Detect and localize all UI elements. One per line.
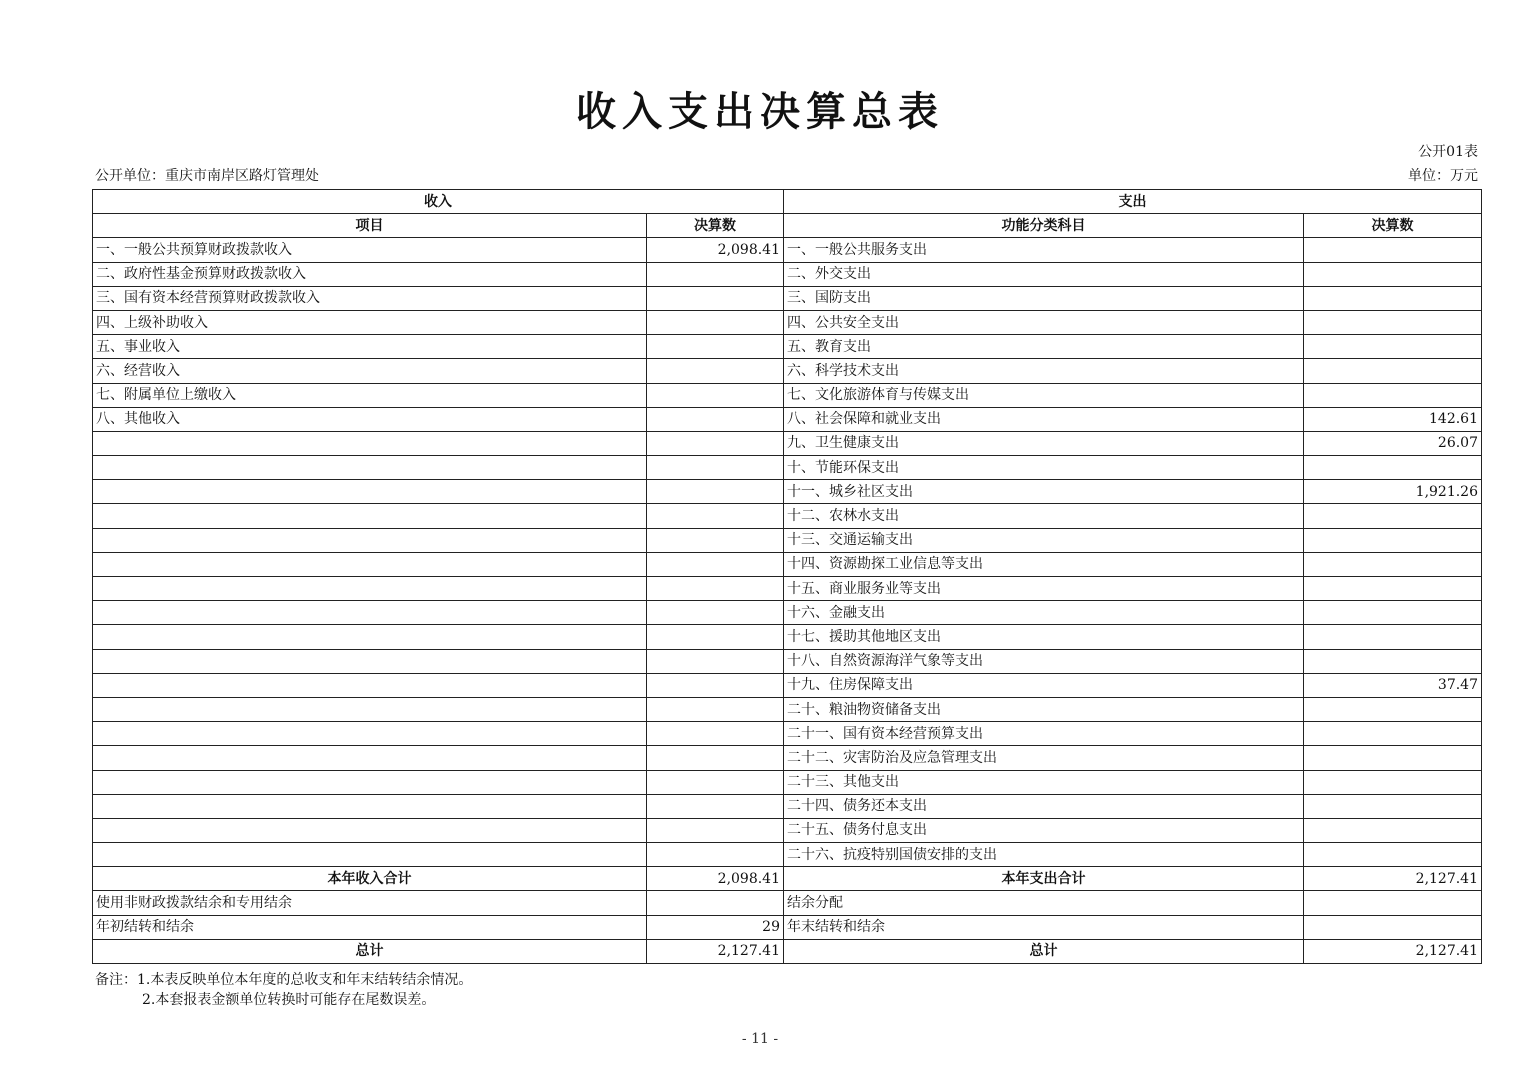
income-amount (647, 818, 784, 842)
income-amount (647, 770, 784, 794)
income-item: 三、国有资本经营预算财政拨款收入 (93, 286, 647, 310)
expense-item: 二十六、抗疫特别国债安排的支出 (784, 843, 1304, 867)
expense-amount: 37.47 (1304, 673, 1482, 697)
table-row (93, 552, 1482, 576)
reporting-unit: 公开单位：重庆市南岸区路灯管理处 (95, 168, 319, 184)
income-amount (647, 722, 784, 746)
expense-amount (1304, 601, 1482, 625)
income-amount (647, 673, 784, 697)
expense-item: 三、国防支出 (784, 286, 1304, 310)
expense-amount (1304, 383, 1482, 407)
table-row (93, 577, 1482, 601)
income-amount-column-header: 决算数 (647, 214, 784, 238)
expense-total-amount: 2,127.41 (1304, 939, 1482, 963)
expense-item: 十九、住房保障支出 (784, 673, 1304, 697)
income-amount (647, 577, 784, 601)
page-title: 收入支出决算总表 (576, 88, 944, 135)
table-row (93, 770, 1482, 794)
income-item (93, 843, 647, 867)
table-row (93, 431, 1482, 455)
table-row (93, 843, 1482, 867)
expense-amount: 1,921.26 (1304, 480, 1482, 504)
table-row (93, 262, 1482, 286)
income-item (93, 431, 647, 455)
income-amount (647, 359, 784, 383)
table-body (93, 238, 1482, 867)
income-item (93, 722, 647, 746)
expense-amount (1304, 770, 1482, 794)
income-amount (647, 891, 784, 915)
income-item: 五、事业收入 (93, 335, 647, 359)
currency-unit: 单位：万元 (1408, 168, 1478, 184)
note-line-1: 备注：1.本表反映单位本年度的总收支和年末结转结余情况。 (95, 972, 473, 988)
table-row (93, 625, 1482, 649)
expense-item: 十四、资源勘探工业信息等支出 (784, 552, 1304, 576)
income-item (93, 673, 647, 697)
expense-total-label: 总计 (784, 939, 1304, 963)
income-item (93, 504, 647, 528)
expense-amount (1304, 794, 1482, 818)
income-amount (647, 456, 784, 480)
table-row (93, 286, 1482, 310)
subtotal-row (93, 867, 1482, 891)
expense-amount (1304, 286, 1482, 310)
expense-item: 二十一、国有资本经营预算支出 (784, 722, 1304, 746)
income-subtotal-label: 本年收入合计 (93, 867, 647, 891)
income-amount (647, 843, 784, 867)
income-amount: 29 (647, 915, 784, 939)
item-column-header: 项目 (93, 214, 647, 238)
expense-item: 十、节能环保支出 (784, 456, 1304, 480)
income-amount (647, 625, 784, 649)
expense-amount (1304, 697, 1482, 721)
income-amount (647, 262, 784, 286)
page-number: - 11 - (741, 1031, 779, 1047)
expense-item: 五、教育支出 (784, 335, 1304, 359)
expense-item: 二十五、债务付息支出 (784, 818, 1304, 842)
expense-item: 一、一般公共服务支出 (784, 238, 1304, 262)
table-row (93, 528, 1482, 552)
group-header-row (93, 190, 1482, 214)
table-footer (93, 867, 1482, 964)
income-item (93, 746, 647, 770)
total-row (93, 939, 1482, 963)
income-item (93, 649, 647, 673)
expense-amount: 142.61 (1304, 407, 1482, 431)
income-item (93, 697, 647, 721)
table-row (93, 915, 1482, 939)
expense-subtotal-amount: 2,127.41 (1304, 867, 1482, 891)
income-item: 六、经营收入 (93, 359, 647, 383)
expense-header: 支出 (784, 190, 1482, 214)
column-header-row (93, 214, 1482, 238)
expense-item: 二十二、灾害防治及应急管理支出 (784, 746, 1304, 770)
expense-item: 二十、粮油物资储备支出 (784, 697, 1304, 721)
income-total-label: 总计 (93, 939, 647, 963)
income-amount (647, 431, 784, 455)
table-row (93, 407, 1482, 431)
income-item (93, 552, 647, 576)
expense-item: 十三、交通运输支出 (784, 528, 1304, 552)
table-row (93, 456, 1482, 480)
expense-item: 十二、农林水支出 (784, 504, 1304, 528)
expense-amount (1304, 746, 1482, 770)
income-item (93, 456, 647, 480)
expense-item: 年末结转和结余 (784, 915, 1304, 939)
income-item: 七、附属单位上缴收入 (93, 383, 647, 407)
table-row (93, 673, 1482, 697)
expense-amount: 26.07 (1304, 431, 1482, 455)
expense-amount (1304, 504, 1482, 528)
table-row (93, 359, 1482, 383)
expense-item: 十六、金融支出 (784, 601, 1304, 625)
expense-amount-column-header: 决算数 (1304, 214, 1482, 238)
income-amount (647, 286, 784, 310)
income-item: 四、上级补助收入 (93, 310, 647, 334)
income-amount (647, 528, 784, 552)
expense-amount (1304, 335, 1482, 359)
table-row (93, 601, 1482, 625)
expense-item: 十五、商业服务业等支出 (784, 577, 1304, 601)
expense-item: 二、外交支出 (784, 262, 1304, 286)
expense-item: 七、文化旅游体育与传媒支出 (784, 383, 1304, 407)
expense-amount (1304, 238, 1482, 262)
income-item: 八、其他收入 (93, 407, 647, 431)
expense-item: 二十四、债务还本支出 (784, 794, 1304, 818)
expense-amount (1304, 552, 1482, 576)
expense-item: 十八、自然资源海洋气象等支出 (784, 649, 1304, 673)
income-amount (647, 552, 784, 576)
income-subtotal-amount: 2,098.41 (647, 867, 784, 891)
income-amount (647, 697, 784, 721)
expense-amount (1304, 891, 1482, 915)
income-item (93, 625, 647, 649)
table-row (93, 310, 1482, 334)
expense-amount (1304, 722, 1482, 746)
note-line-2: 2.本套报表金额单位转换时可能存在尾数误差。 (142, 992, 436, 1008)
table-row (93, 335, 1482, 359)
table-row (93, 238, 1482, 262)
income-amount (647, 407, 784, 431)
income-item (93, 770, 647, 794)
expense-item: 二十三、其他支出 (784, 770, 1304, 794)
table-row (93, 649, 1482, 673)
income-amount (647, 649, 784, 673)
expense-amount (1304, 649, 1482, 673)
income-amount: 2,098.41 (647, 238, 784, 262)
expense-amount (1304, 528, 1482, 552)
table-row (93, 480, 1482, 504)
expense-item: 结余分配 (784, 891, 1304, 915)
expense-amount (1304, 310, 1482, 334)
income-item (93, 480, 647, 504)
expense-item: 四、公共安全支出 (784, 310, 1304, 334)
income-item: 使用非财政拨款结余和专用结余 (93, 891, 647, 915)
table-row (93, 818, 1482, 842)
table-row (93, 891, 1482, 915)
expense-amount (1304, 843, 1482, 867)
expense-amount (1304, 262, 1482, 286)
income-item: 一、一般公共预算财政拨款收入 (93, 238, 647, 262)
expense-amount (1304, 915, 1482, 939)
income-item (93, 601, 647, 625)
income-total-amount: 2,127.41 (647, 939, 784, 963)
expense-subtotal-label: 本年支出合计 (784, 867, 1304, 891)
income-item (93, 794, 647, 818)
expense-amount (1304, 456, 1482, 480)
expense-item: 九、卫生健康支出 (784, 431, 1304, 455)
expense-amount (1304, 625, 1482, 649)
income-amount (647, 310, 784, 334)
expense-item: 十一、城乡社区支出 (784, 480, 1304, 504)
income-amount (647, 504, 784, 528)
form-number: 公开01表 (1418, 144, 1478, 160)
expense-item: 六、科学技术支出 (784, 359, 1304, 383)
income-item (93, 577, 647, 601)
table-row (93, 504, 1482, 528)
table-row (93, 794, 1482, 818)
income-amount (647, 601, 784, 625)
expense-item: 八、社会保障和就业支出 (784, 407, 1304, 431)
table-row (93, 697, 1482, 721)
income-amount (647, 746, 784, 770)
expense-amount (1304, 359, 1482, 383)
income-header: 收入 (93, 190, 784, 214)
income-item: 年初结转和结余 (93, 915, 647, 939)
income-item (93, 818, 647, 842)
notes (95, 970, 472, 1010)
income-amount (647, 335, 784, 359)
table-row (93, 722, 1482, 746)
expense-amount (1304, 818, 1482, 842)
budget-summary-table (92, 189, 1482, 964)
income-amount (647, 383, 784, 407)
income-amount (647, 480, 784, 504)
income-amount (647, 794, 784, 818)
expense-item: 十七、援助其他地区支出 (784, 625, 1304, 649)
income-item: 二、政府性基金预算财政拨款收入 (93, 262, 647, 286)
expense-amount (1304, 577, 1482, 601)
income-item (93, 528, 647, 552)
table-row (93, 383, 1482, 407)
table-row (93, 746, 1482, 770)
function-category-column-header: 功能分类科目 (784, 214, 1304, 238)
